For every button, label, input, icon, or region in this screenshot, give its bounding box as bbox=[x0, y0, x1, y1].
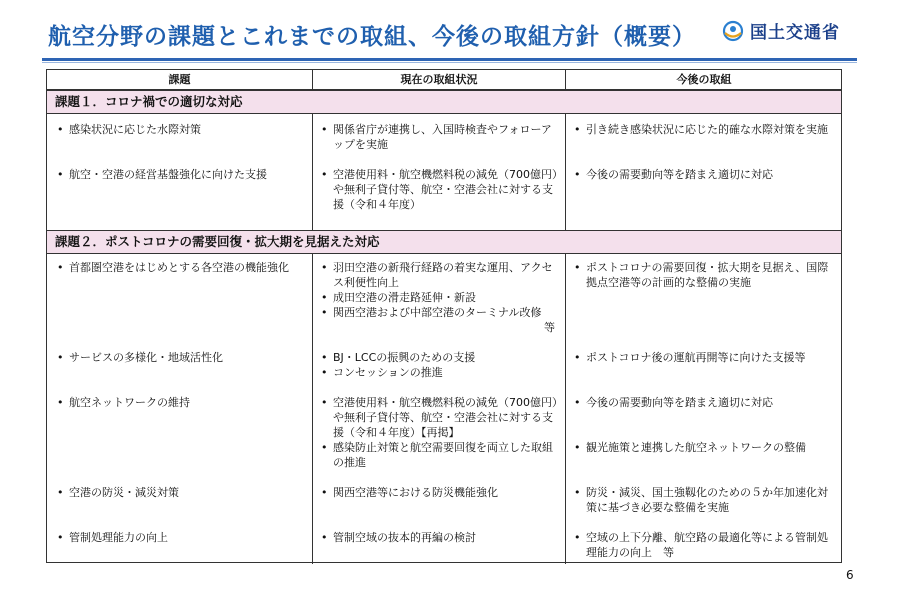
section-title: 課題２．ポストコロナの需要回復・拡大期を見据えた対応 bbox=[47, 230, 841, 254]
issue-cell bbox=[55, 530, 305, 545]
current-item: • 関西空港および中部空港のターミナル改修 bbox=[319, 305, 559, 320]
current-item: • 成田空港の滑走路延伸・新設 bbox=[319, 290, 559, 305]
future-item: • ポストコロナ後の運航再開等に向けた支援等 bbox=[572, 350, 836, 365]
issue-cell bbox=[55, 350, 305, 365]
current-cell bbox=[319, 485, 559, 500]
issue-item: • 空港の防災・減災対策 bbox=[55, 485, 305, 500]
current-item: • 感染防止対策と航空需要回復を両立した取組の推進 bbox=[319, 440, 559, 470]
current-trailing-text: 等 bbox=[544, 321, 555, 334]
future-cell bbox=[572, 122, 836, 137]
current-item: • 空港使用料・航空機燃料税の減免（700億円）や無利子貸付等、航空・空港会社に対する支援（令和４年度） bbox=[319, 167, 559, 212]
future-item: • 今後の需要動向等を踏まえ適切に対応 bbox=[572, 167, 836, 182]
current-item: • 関西空港等における防災機能強化 bbox=[319, 485, 559, 500]
column-divider bbox=[312, 114, 313, 230]
issue-cell bbox=[55, 167, 305, 182]
current-item: • 管制空域の抜本的再編の検討 bbox=[319, 530, 559, 545]
header-future: 今後の取組 bbox=[676, 73, 732, 86]
future-cell bbox=[572, 260, 836, 290]
summary-table bbox=[46, 69, 842, 563]
ministry-logo bbox=[722, 18, 840, 43]
section-title: 課題１．コロナ禍での適切な対応 bbox=[47, 90, 841, 114]
issue-item: • 航空ネットワークの維持 bbox=[55, 395, 305, 410]
current-cell bbox=[319, 530, 559, 545]
future-cell bbox=[572, 350, 836, 365]
issue-cell bbox=[55, 395, 305, 410]
title-rule-thin bbox=[42, 62, 857, 63]
current-cell bbox=[319, 167, 559, 212]
future-cell bbox=[572, 440, 836, 455]
title-rule bbox=[42, 58, 857, 61]
current-item: • コンセッションの推進 bbox=[319, 365, 559, 380]
issue-cell bbox=[55, 122, 305, 137]
future-cell bbox=[572, 395, 836, 410]
table-header bbox=[47, 70, 841, 90]
issue-item: • 首都圏空港をはじめとする各空港の機能強化 bbox=[55, 260, 305, 275]
current-cell bbox=[319, 122, 559, 152]
issue-item: • 感染状況に応じた水際対策 bbox=[55, 122, 305, 137]
future-item: • 空域の上下分離、航空路の最適化等による管制処理能力の向上 等 bbox=[572, 530, 836, 560]
issue-cell bbox=[55, 260, 305, 275]
current-item: • BJ・LCCの振興のための支援 bbox=[319, 350, 559, 365]
current-cell bbox=[319, 395, 559, 470]
current-cell bbox=[319, 260, 559, 335]
future-cell bbox=[572, 167, 836, 182]
column-divider bbox=[565, 254, 566, 564]
ministry-emblem-icon bbox=[722, 20, 744, 42]
issue-item: • 航空・空港の経営基盤強化に向けた支援 bbox=[55, 167, 305, 182]
future-item: • 引き続き感染状況に応じた的確な水際対策を実施 bbox=[572, 122, 836, 137]
future-item: • 防災・減災、国土強靱化のための５か年加速化対策に基づき必要な整備を実施 bbox=[572, 485, 836, 515]
issue-item: • 管制処理能力の向上 bbox=[55, 530, 305, 545]
future-item: • 今後の需要動向等を踏まえ適切に対応 bbox=[572, 395, 836, 410]
column-divider bbox=[312, 254, 313, 564]
header-current: 現在の取組状況 bbox=[400, 73, 478, 86]
future-item: • ポストコロナの需要回復・拡大期を見据え、国際拠点空港等の計画的な整備の実施 bbox=[572, 260, 836, 290]
current-item: • 関係省庁が連携し、入国時検査やフォローアップを実施 bbox=[319, 122, 559, 152]
page-title: 航空分野の課題とこれまでの取組、今後の取組方針（概要） bbox=[48, 24, 696, 50]
future-cell bbox=[572, 485, 836, 515]
current-item: • 空港使用料・航空機燃料税の減免（700億円）や無利子貸付等、航空・空港会社に対する支援（令和４年度）【再掲】 bbox=[319, 395, 559, 440]
issue-cell bbox=[55, 485, 305, 500]
ministry-name: 国土交通省 bbox=[750, 23, 840, 43]
header-issue: 課題 bbox=[168, 73, 191, 86]
future-item: • 観光施策と連携した航空ネットワークの整備 bbox=[572, 440, 836, 455]
current-item: • 羽田空港の新飛行経路の着実な運用、アクセス利便性向上 bbox=[319, 260, 559, 290]
current-cell bbox=[319, 350, 559, 380]
column-divider bbox=[565, 114, 566, 230]
issue-item: • サービスの多様化・地域活性化 bbox=[55, 350, 305, 365]
future-cell bbox=[572, 530, 836, 560]
page-number: 6 bbox=[846, 568, 854, 582]
